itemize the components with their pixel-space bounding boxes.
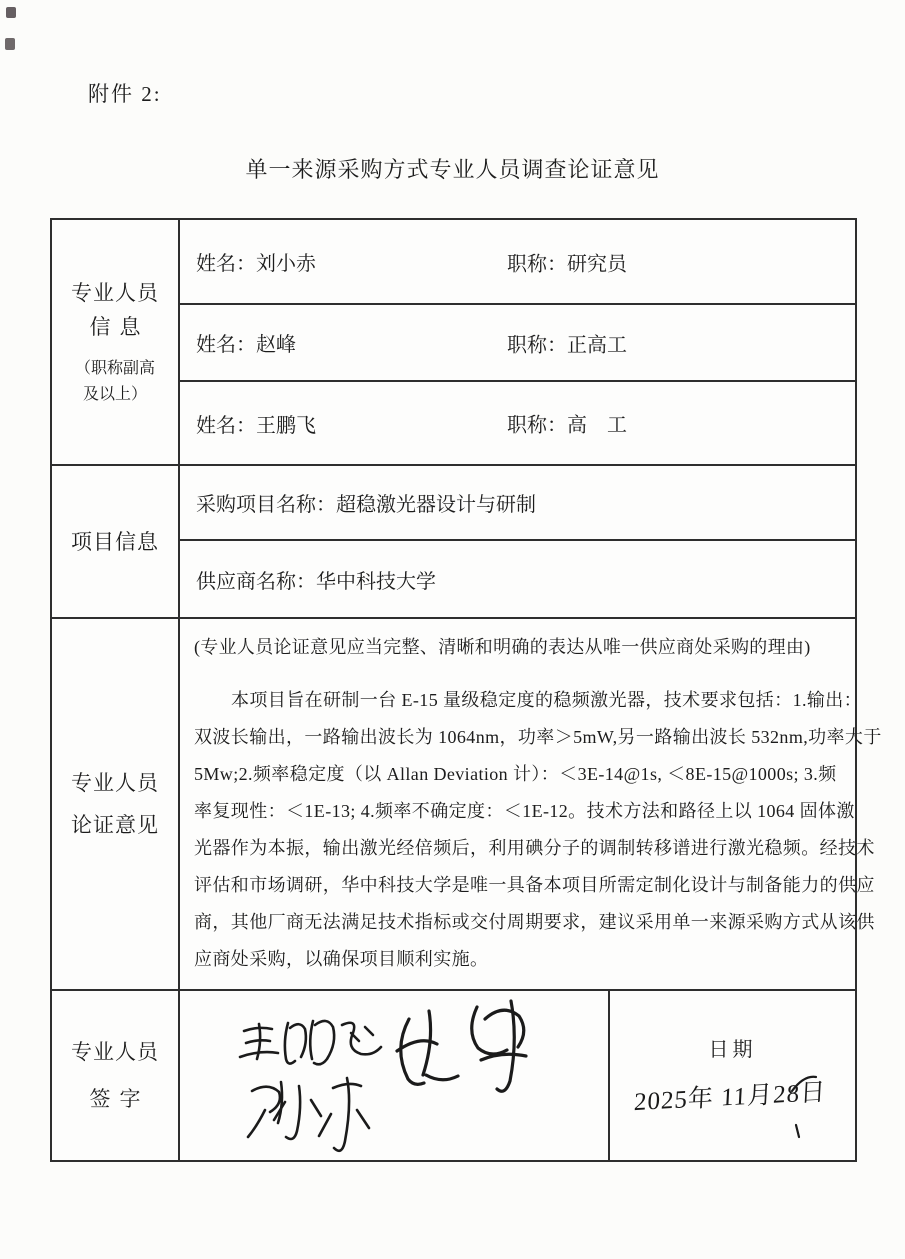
project-row: [180, 541, 855, 617]
personnel-label-line: 信息: [89, 315, 150, 339]
handwritten-date: 2025年 11月28日: [633, 1078, 827, 1117]
title-label: 职称：: [507, 334, 567, 356]
section-signatures: [52, 989, 855, 1160]
title-field: [507, 409, 627, 438]
opinion-label-line: 论证意见: [71, 813, 159, 837]
scan-artifact: [5, 38, 15, 50]
opinion-instruction-note: (专业人员论证意见应当完整、清晰和明确的表达从唯一供应商处采购的理由): [194, 637, 811, 657]
signature-label-line: 专业人员: [71, 1039, 159, 1064]
date-label: 日期: [708, 1039, 757, 1061]
opinion-label-line: 专业人员: [71, 771, 159, 795]
title-value: 高 工: [567, 414, 627, 437]
name-label: 姓名：: [196, 334, 256, 356]
project-row: [180, 466, 855, 541]
opinion-line: 评估和市场调研，华中科技大学是唯一具备本项目所需定制化设计与制备能力的供应: [194, 875, 875, 895]
title-label: 职称：: [507, 253, 567, 275]
date-cell: [608, 991, 855, 1160]
signature-liuxiaochi: [248, 1078, 369, 1151]
opinion-line: 应商处采购，以确保项目顺利实施。: [194, 949, 489, 969]
personnel-info-header-cell: [52, 220, 180, 464]
opinion-line: 商，其他厂商无法满足技术指标或交付周期要求，建议采用单一来源采购方式从该供: [194, 912, 875, 932]
stray-pen-marks: [610, 991, 857, 1162]
name-value: 王鹏飞: [256, 414, 316, 437]
personnel-row: [180, 305, 855, 382]
opinion-paragraph: [194, 682, 882, 978]
title-field: [507, 247, 627, 276]
opinion-line: 率复现性：＜1E-13; 4.频率不确定度：＜1E-12。技术方法和路径上以 1064 固体激: [194, 801, 855, 821]
title-value: 研究员: [567, 253, 627, 275]
supplier-name-value: 华中科技大学: [316, 570, 436, 593]
form-table: [50, 218, 882, 1162]
project-name-value: 超稳激光器设计与研制: [336, 494, 536, 516]
opinion-line: 双波长输出，一路输出波长为 1064nm，功率＞5mW,另一路输出波长 532nm,功率大于: [194, 727, 882, 747]
project-label: 项目信息: [71, 529, 159, 554]
personnel-label-line: 专业人员: [71, 281, 159, 305]
title-field: [507, 328, 627, 357]
opinion-text-cell: [180, 619, 896, 989]
opinion-line: 本项目旨在研制一台 E-15 量级稳定度的稳频激光器，技术要求包括：1.输出：: [231, 690, 863, 710]
personnel-label-note: 及以上）: [82, 386, 147, 403]
name-value: 刘小赤: [256, 253, 316, 275]
opinion-line: 光器作为本振，输出激光经倍频后，利用碘分子的调制转移谱进行激光稳频。经技术: [194, 838, 875, 858]
signatures-cell: [180, 991, 608, 1160]
project-name-label: 采购项目名称：: [196, 494, 336, 516]
personnel-row: [180, 220, 855, 305]
title-value: 正高工: [567, 334, 627, 356]
supplier-name-label: 供应商名称：: [196, 570, 316, 593]
handwritten-signatures: [180, 991, 612, 1162]
opinion-line: 5Mw;2.频率稳定度（以 Allan Deviation 计）：＜3E-14@1s, ＜8E-15@1000s; 3.频: [194, 764, 837, 784]
signature-wangpengfei: [240, 1021, 381, 1064]
section-project-info: [52, 464, 855, 617]
name-value: 赵峰: [256, 334, 296, 356]
title-label: 职称：: [507, 414, 567, 437]
page-title: 单一来源采购方式专业人员调查论证意见: [245, 157, 660, 182]
personnel-rows: [180, 220, 855, 464]
section-personnel-info: [52, 220, 855, 464]
attachment-label: 附件 2:: [88, 82, 162, 106]
section-expert-opinion: [52, 617, 882, 989]
personnel-label-note: （职称副高: [74, 360, 155, 377]
signature-zhaofeng: [397, 1001, 526, 1091]
name-label: 姓名：: [196, 414, 256, 437]
personnel-row: [180, 382, 855, 464]
signature-label-line: 签字: [89, 1086, 150, 1111]
signature-header-cell: [52, 991, 180, 1160]
project-info-header-cell: [52, 466, 180, 617]
name-label: 姓名：: [196, 253, 256, 275]
scan-artifact: [6, 7, 16, 18]
project-rows: [180, 466, 855, 617]
opinion-header-cell: [52, 619, 180, 989]
